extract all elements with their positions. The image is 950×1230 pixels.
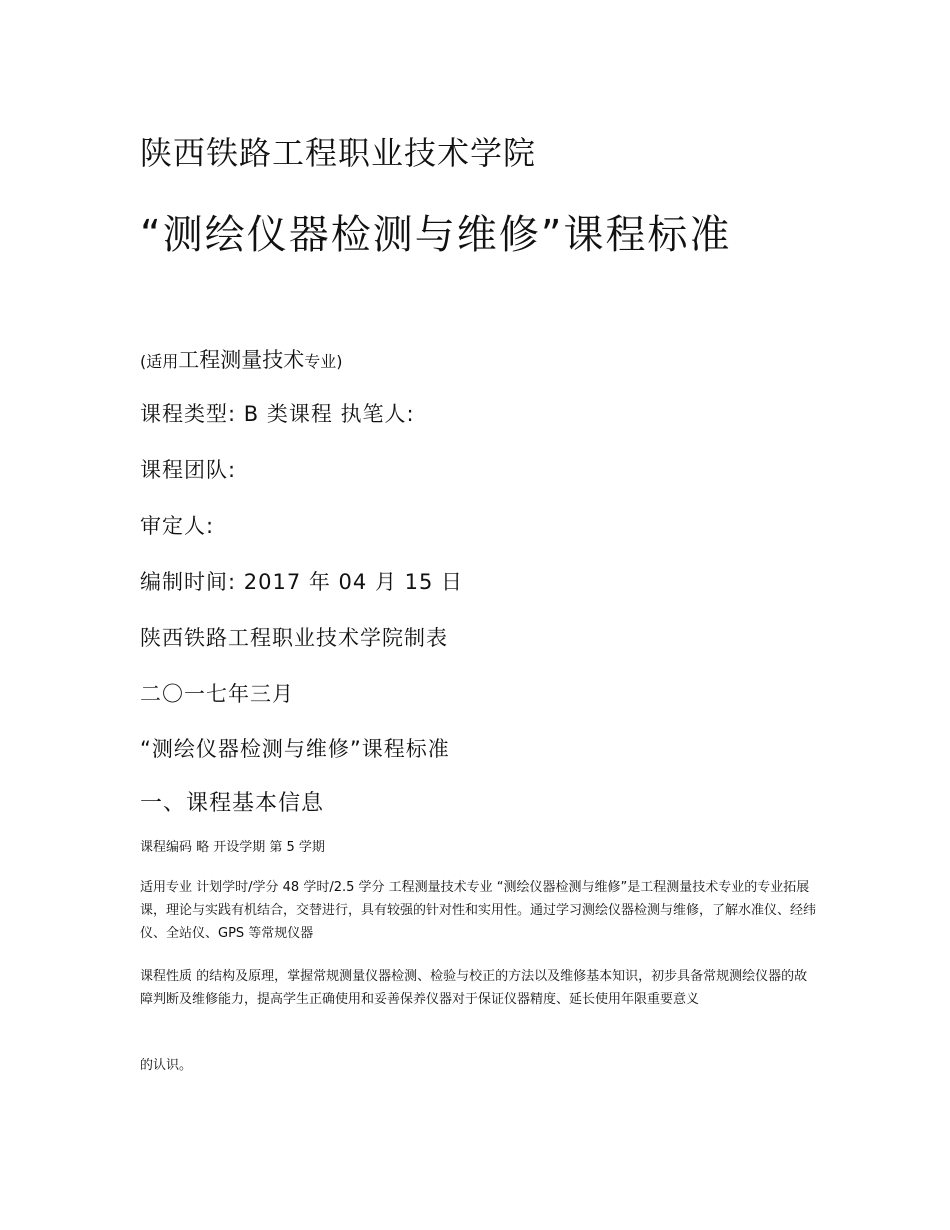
- applicable-major-name: 工程测量技术: [178, 348, 305, 372]
- course-standard-subtitle: “测绘仪器检测与维修”课程标准: [140, 737, 450, 761]
- reviewer-line: 审定人:: [140, 514, 215, 538]
- course-paragraph-2: 课程性质 的结构及原理，掌握常规测量仪器检测、检验与校正的方法以及维修基本知识，初步具备常规测绘仪器的故障判断及维修能力，提高学生正确使用和妥善保养仪器对于保证仪器精度、延长使用年限重要意义: [140, 969, 808, 1007]
- course-paragraph-1: 适用专业 计划学时/学分 48 学时/2.5 学分 工程测量技术专业 “测绘仪器检测与维修”是工程测量技术专业的专业拓展课，理论与实践有机结合，交替进行，具有较强的针对性和实用性。通过学习测绘仪器检测与维修，了解水准仪、经纬仪、全站仪、GPS 等常规仪器: [140, 880, 817, 941]
- school-name: 陕西铁路工程职业技术学院: [140, 134, 537, 172]
- date-line: 二〇一七年三月: [140, 682, 294, 706]
- section-heading: 一、课程基本信息: [140, 791, 325, 816]
- course-type-line: 课程类型: B 类课程 执笔人:: [140, 402, 415, 426]
- course-paragraph-3: 的认识。: [140, 1058, 193, 1073]
- course-code-line: 课程编码 略 开设学期 第 5 学期: [140, 840, 325, 855]
- document-title: “测绘仪器检测与维修”课程标准: [140, 212, 732, 258]
- applicable-prefix: (适用: [140, 352, 179, 371]
- course-team-line: 课程团队:: [140, 458, 237, 482]
- applicable-major: [140, 344, 343, 374]
- maker-line: 陕西铁路工程职业技术学院制表: [140, 626, 448, 650]
- compile-time-line: 编制时间: 2017 年 04 月 15 日: [140, 570, 464, 594]
- applicable-suffix: 专业): [304, 352, 343, 371]
